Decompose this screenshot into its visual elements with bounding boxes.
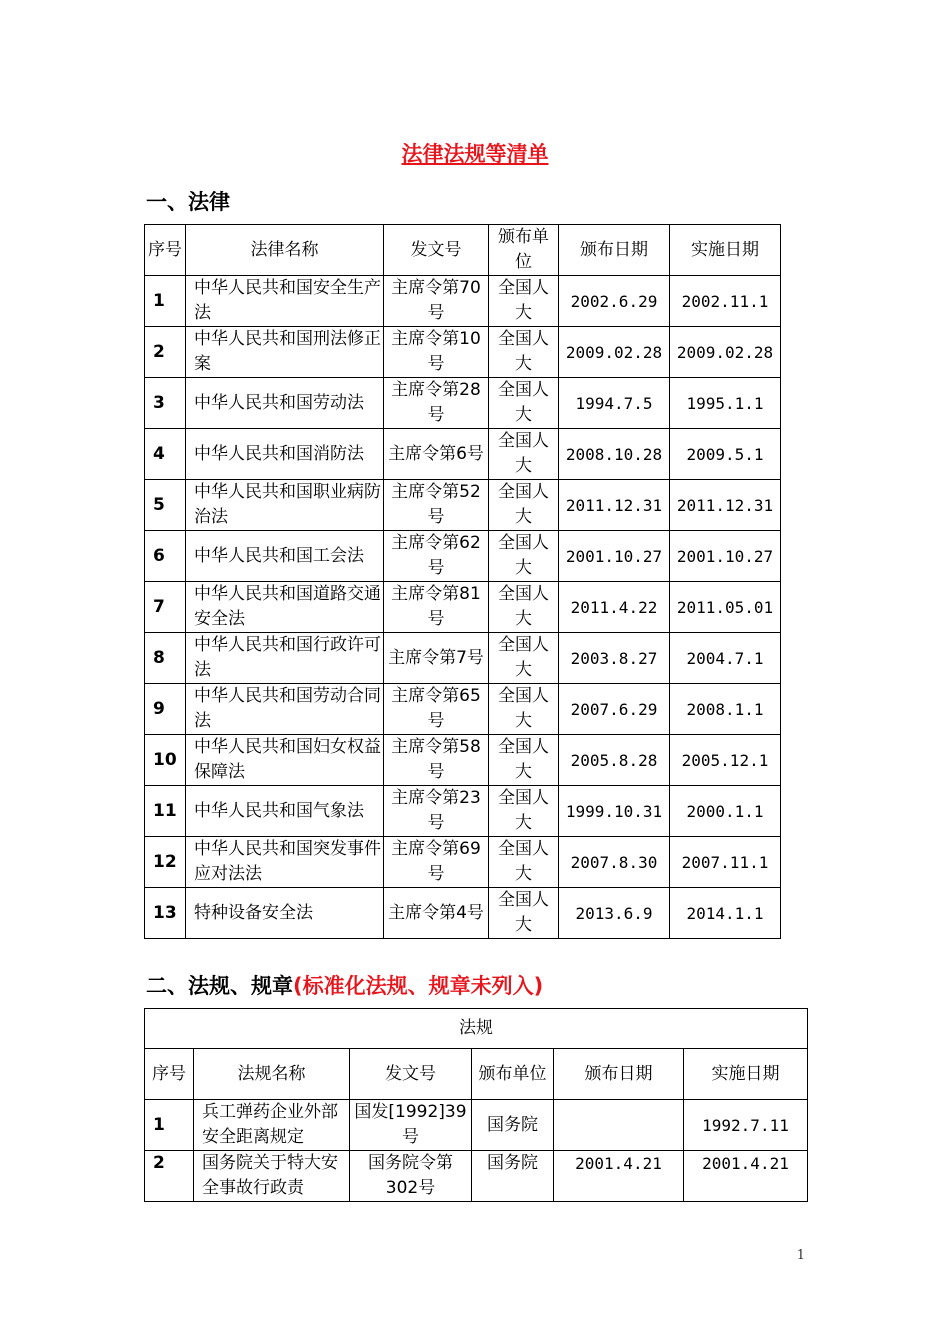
table-row <box>145 480 781 531</box>
cell-issuer: 全国人大 <box>489 582 559 633</box>
cell-issuer: 全国人大 <box>489 633 559 684</box>
table-row <box>145 327 781 378</box>
table-row <box>145 429 781 480</box>
cell-doc-number: 主席令第62号 <box>384 531 489 582</box>
cell-effective-date: 2009.02.28 <box>670 327 781 378</box>
cell-name: 中华人民共和国职业病防治法 <box>186 480 384 531</box>
cell-issuer: 全国人大 <box>489 480 559 531</box>
cell-issuer: 全国人大 <box>489 531 559 582</box>
col-header-issue-date: 颁布日期 <box>559 225 670 276</box>
cell-doc-number: 主席令第6号 <box>384 429 489 480</box>
cell-issuer: 全国人大 <box>489 837 559 888</box>
cell-doc-number: 主席令第23号 <box>384 786 489 837</box>
cell-index: 1 <box>145 276 186 327</box>
cell-doc-number: 国发[1992]39号 <box>350 1100 472 1151</box>
cell-doc-number: 主席令第10号 <box>384 327 489 378</box>
cell-effective-date: 2000.1.1 <box>670 786 781 837</box>
regulations-table <box>144 1008 808 1202</box>
cell-doc-number: 主席令第58号 <box>384 735 489 786</box>
cell-issue-date: 2001.4.21 <box>554 1151 684 1202</box>
cell-issuer: 全国人大 <box>489 888 559 939</box>
cell-index: 9 <box>145 684 186 735</box>
cell-effective-date: 2009.5.1 <box>670 429 781 480</box>
cell-issue-date: 2011.12.31 <box>559 480 670 531</box>
table-row <box>145 888 781 939</box>
cell-issuer: 全国人大 <box>489 378 559 429</box>
cell-index: 5 <box>145 480 186 531</box>
cell-name: 兵工弹药企业外部安全距离规定 <box>194 1100 350 1151</box>
laws-table <box>144 224 781 939</box>
cell-effective-date: 2011.12.31 <box>670 480 781 531</box>
cell-name: 中华人民共和国刑法修正案 <box>186 327 384 378</box>
cell-effective-date: 2011.05.01 <box>670 582 781 633</box>
cell-effective-date: 2014.1.1 <box>670 888 781 939</box>
table-row <box>145 786 781 837</box>
cell-issue-date: 1999.10.31 <box>559 786 670 837</box>
regulations-table-header <box>145 1049 808 1100</box>
cell-name: 中华人民共和国气象法 <box>186 786 384 837</box>
cell-doc-number: 主席令第7号 <box>384 633 489 684</box>
section-heading-laws: 一、法律 <box>146 190 230 214</box>
cell-effective-date: 2008.1.1 <box>670 684 781 735</box>
cell-doc-number: 主席令第52号 <box>384 480 489 531</box>
cell-doc-number: 主席令第65号 <box>384 684 489 735</box>
cell-doc-number: 主席令第69号 <box>384 837 489 888</box>
col-header-effective-date: 实施日期 <box>684 1049 808 1100</box>
cell-issuer: 全国人大 <box>489 786 559 837</box>
cell-effective-date: 2001.10.27 <box>670 531 781 582</box>
cell-issue-date: 2005.8.28 <box>559 735 670 786</box>
cell-name: 中华人民共和国消防法 <box>186 429 384 480</box>
cell-doc-number: 主席令第4号 <box>384 888 489 939</box>
table-row <box>145 378 781 429</box>
table-row <box>145 1151 808 1202</box>
cell-issue-date: 1994.7.5 <box>559 378 670 429</box>
col-header-doc-number: 发文号 <box>350 1049 472 1100</box>
cell-issue-date: 2009.02.28 <box>559 327 670 378</box>
cell-effective-date: 1992.7.11 <box>684 1100 808 1151</box>
cell-issue-date: 2007.6.29 <box>559 684 670 735</box>
cell-issuer: 全国人大 <box>489 327 559 378</box>
cell-doc-number: 国务院令第302号 <box>350 1151 472 1202</box>
cell-issue-date: 2001.10.27 <box>559 531 670 582</box>
cell-index: 10 <box>145 735 186 786</box>
cell-doc-number: 主席令第81号 <box>384 582 489 633</box>
cell-index: 3 <box>145 378 186 429</box>
cell-name: 中华人民共和国突发事件应对法法 <box>186 837 384 888</box>
cell-effective-date: 2004.7.1 <box>670 633 781 684</box>
cell-issue-date: 2011.4.22 <box>559 582 670 633</box>
cell-doc-number: 主席令第28号 <box>384 378 489 429</box>
col-header-index: 序号 <box>145 1049 194 1100</box>
cell-name: 中华人民共和国道路交通安全法 <box>186 582 384 633</box>
col-header-issuer: 颁布单位 <box>489 225 559 276</box>
cell-name: 中华人民共和国工会法 <box>186 531 384 582</box>
col-header-doc-number: 发文号 <box>384 225 489 276</box>
cell-index: 12 <box>145 837 186 888</box>
cell-index: 1 <box>145 1100 194 1151</box>
section-heading-note: (标准化法规、规章未列入) <box>293 974 544 998</box>
table-row <box>145 684 781 735</box>
cell-issue-date <box>554 1100 684 1151</box>
cell-index: 6 <box>145 531 186 582</box>
page-number: 1 <box>796 1248 805 1263</box>
cell-index: 2 <box>145 1151 194 1202</box>
cell-index: 11 <box>145 786 186 837</box>
cell-index: 7 <box>145 582 186 633</box>
document-title: 法律法规等清单 <box>401 142 549 166</box>
cell-index: 4 <box>145 429 186 480</box>
cell-name: 特种设备安全法 <box>186 888 384 939</box>
cell-index: 13 <box>145 888 186 939</box>
cell-name: 中华人民共和国劳动法 <box>186 378 384 429</box>
col-header-reg-name: 法规名称 <box>194 1049 350 1100</box>
col-header-law-name: 法律名称 <box>186 225 384 276</box>
cell-issuer: 全国人大 <box>489 429 559 480</box>
section-heading-main: 二、法规、规章 <box>146 974 293 998</box>
cell-issue-date: 2003.8.27 <box>559 633 670 684</box>
cell-doc-number: 主席令第70号 <box>384 276 489 327</box>
cell-name: 中华人民共和国妇女权益保障法 <box>186 735 384 786</box>
laws-table-header <box>145 225 781 276</box>
section-heading-regulations <box>146 970 543 1000</box>
table-row <box>145 633 781 684</box>
cell-effective-date: 2007.11.1 <box>670 837 781 888</box>
cell-issuer: 全国人大 <box>489 684 559 735</box>
col-header-issue-date: 颁布日期 <box>554 1049 684 1100</box>
cell-effective-date: 2001.4.21 <box>684 1151 808 1202</box>
cell-effective-date: 2002.11.1 <box>670 276 781 327</box>
cell-issuer: 国务院 <box>472 1151 554 1202</box>
table-row <box>145 735 781 786</box>
cell-issue-date: 2008.10.28 <box>559 429 670 480</box>
col-header-effective-date: 实施日期 <box>670 225 781 276</box>
cell-name: 国务院关于特大安全事故行政责 <box>194 1151 350 1202</box>
cell-index: 8 <box>145 633 186 684</box>
cell-name: 中华人民共和国行政许可法 <box>186 633 384 684</box>
cell-issuer: 全国人大 <box>489 735 559 786</box>
regulations-caption: 法规 <box>145 1009 808 1049</box>
cell-issuer: 国务院 <box>472 1100 554 1151</box>
table-row <box>145 1100 808 1151</box>
table-row <box>145 582 781 633</box>
cell-effective-date: 2005.12.1 <box>670 735 781 786</box>
col-header-issuer: 颁布单位 <box>472 1049 554 1100</box>
cell-name: 中华人民共和国劳动合同法 <box>186 684 384 735</box>
cell-issue-date: 2013.6.9 <box>559 888 670 939</box>
cell-effective-date: 1995.1.1 <box>670 378 781 429</box>
cell-issue-date: 2002.6.29 <box>559 276 670 327</box>
cell-issue-date: 2007.8.30 <box>559 837 670 888</box>
cell-issuer: 全国人大 <box>489 276 559 327</box>
table-row <box>145 276 781 327</box>
cell-name: 中华人民共和国安全生产法 <box>186 276 384 327</box>
cell-index: 2 <box>145 327 186 378</box>
table-row <box>145 531 781 582</box>
table-row <box>145 837 781 888</box>
col-header-index: 序号 <box>145 225 186 276</box>
